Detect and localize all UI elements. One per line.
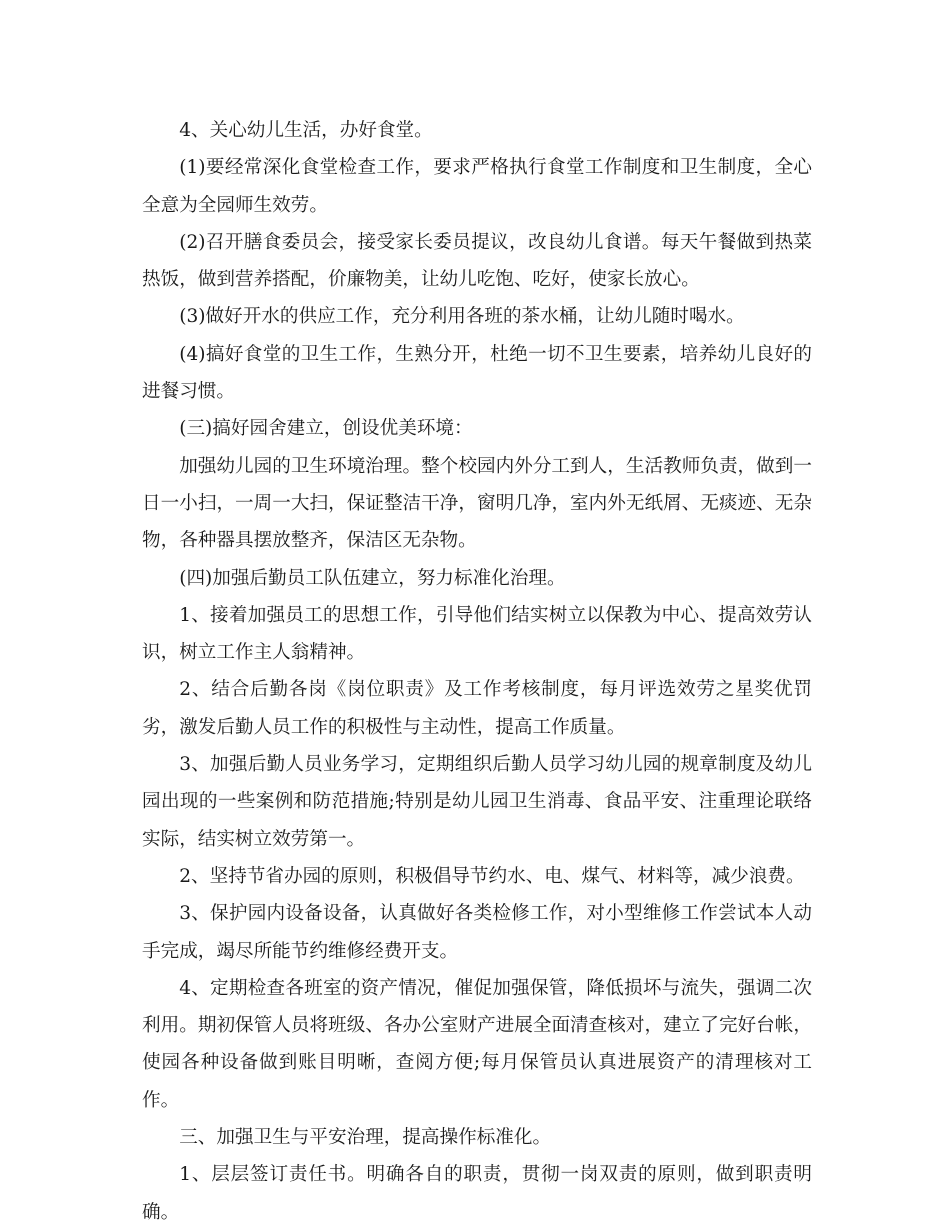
paragraph-responsibility: 1、层层签订责任书。明确各自的职责，贯彻一岗双责的原则，做到职责明确。 (142, 1164, 812, 1223)
paragraph-meal-committee: (2)召开膳食委员会，接受家长委员提议，改良幼儿食谱。每天午餐做到热菜热饭，做到营养搭配，价廉物美，让幼儿吃饱、吃好，使家长放心。 (142, 231, 812, 291)
paragraph-canteen-heading: 4、关心幼儿生活，办好食堂。 (179, 120, 433, 141)
paragraph-canteen-inspection: (1)要经常深化食堂检查工作，要求严格执行食堂工作制度和卫生制度，全心全意为全园师生效劳。 (142, 157, 812, 216)
paragraph-environment: 加强幼儿园的卫生环境治理。整个校园内外分工到人，生活教师负责，做到一日一小扫，一周一大扫，保证整洁干净，窗明几净，室内外无纸屑、无痰迹、无杂物，各种器具摆放整齐，保洁区无杂物。 (142, 455, 812, 552)
paragraph-frugality: 2、坚持节省办园的原则，积极倡导节约水、电、煤气、材料等，减少浪费。 (179, 865, 805, 887)
paragraph-campus-heading: (三)搞好园舍建立，创设优美环境： (179, 418, 473, 440)
paragraph-water-supply: (3)做好开水的供应工作，充分利用各班的茶水桶，让幼儿随时喝水。 (179, 306, 745, 328)
paragraph-equipment: 3、保护园内设备设备，认真做好各类检修工作，对小型维修工作尝试本人动手完成，竭尽所能节约维修经费开支。 (142, 903, 812, 962)
document-body (142, 112, 812, 1231)
paragraph-safety-heading: 三、加强卫生与平安治理，提高操作标准化。 (179, 1127, 552, 1149)
paragraph-assets: 4、定期检查各班室的资产情况，催促加强保管，降低损坏与流失，强调二次利用。期初保管人员将班级、各办公室财产进展全面清查核对，建立了完好台帐，使园各种设备做到账目明晰，查阅方便;每月保管员认真进展资产的清理核对工作。 (142, 977, 812, 1111)
paragraph-canteen-hygiene: (4)搞好食堂的卫生工作，生熟分开，杜绝一切不卫生要素，培养幼儿良好的进餐习惯。 (142, 343, 812, 403)
paragraph-staff-thinking: 1、接着加强员工的思想工作，引导他们结实树立以保教为中心、提高效劳认识，树立工作主人翁精神。 (142, 604, 812, 664)
paragraph-staff-heading: (四)加强后勤员工队伍建立，努力标准化治理。 (179, 567, 566, 589)
paragraph-job-duties: 2、结合后勤各岗《岗位职责》及工作考核制度，每月评选效劳之星奖优罚劣，激发后勤人员工作的积极性与主动性，提高工作质量。 (142, 679, 812, 738)
paragraph-staff-study: 3、加强后勤人员业务学习，定期组织后勤人员学习幼儿园的规章制度及幼儿园出现的一些案例和防范措施;特别是幼儿园卫生消毒、食品平安、注重理论联络实际，结实树立效劳第一。 (142, 754, 812, 850)
